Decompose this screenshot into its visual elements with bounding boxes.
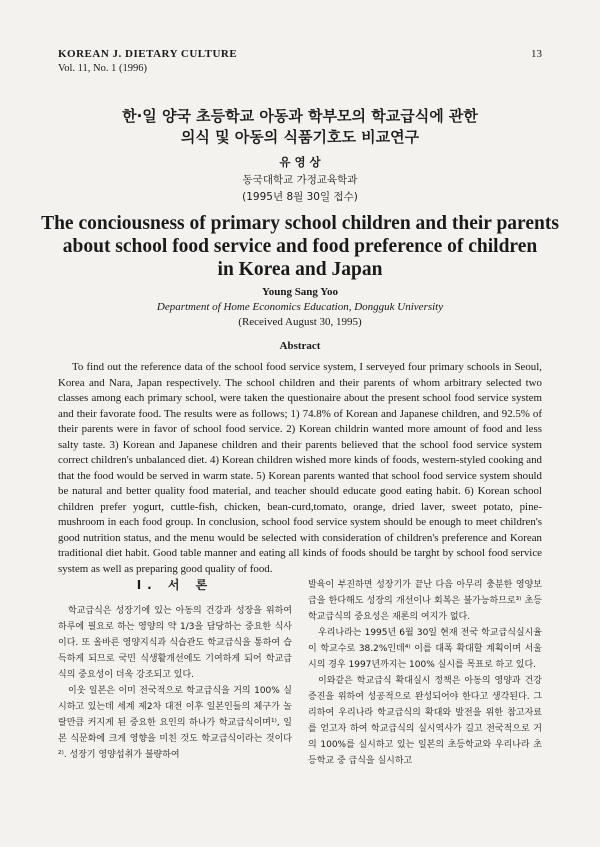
korean-title-line1: 한·일 양국 초등학교 아동과 학부모의 학교급식에 관한 <box>122 107 478 125</box>
body-paragraph: 우리나라는 1995년 6월 30일 현재 전국 학교급식실시율이 학교수로 38.2%인데⁴⁾ 이를 대폭 확대할 계획이며 서울시의 경우 1997년까지는 100% 실시를 목표로 하고 있다. <box>308 628 542 670</box>
english-title-line3: in Korea and Japan <box>217 259 383 280</box>
korean-received-date: (1995년 8월 30일 접수) <box>242 191 358 203</box>
body-column-left <box>58 577 292 763</box>
body-column-right <box>308 577 542 769</box>
journal-name: KOREAN J. DIETARY CULTURE <box>58 48 238 60</box>
body-paragraph: 이와같은 학교급식 확대실시 정책은 아동의 영양과 건강증진을 위하여 성공적으로 완성되어야 한다고 생각된다. 그리하여 우리나라 학교급식의 확대와 발전을 위한 참고자료를 얻고자 하여 학교급식의 실시역사가 길고 전국적으로 거의 100%를 실시하고 있는 일본의 초등학교와 우리나라 초등학교 중 급식을 실시하고 <box>308 676 542 766</box>
korean-title-line2: 의식 및 아동의 식품기호도 비교연구 <box>180 128 420 146</box>
section-heading-introduction: I. 서 론 <box>136 578 214 592</box>
english-author: Young Sang Yoo <box>261 286 338 298</box>
abstract-body <box>58 360 542 577</box>
english-received-date: (Received August 30, 1995) <box>238 316 362 328</box>
english-department: Department of Home Economics Education, Dongguk University <box>156 301 444 313</box>
body-paragraph: 발육이 부진하면 성장기가 끝난 다음 아무리 충분한 영양보급을 한다해도 성장의 개선이나 회복은 불가능하므로³⁾ 초등학교급식의 중요성은 재론의 여지가 없다. <box>308 580 542 622</box>
korean-author: 유 영 상 <box>279 155 321 169</box>
page-number: 13 <box>531 48 542 60</box>
korean-affiliation: 동국대학교 가정교육학과 <box>242 174 358 186</box>
english-title-line1: The conciousness of primary school children and their parents <box>41 213 559 234</box>
english-title-line2: about school food service and food preference of children <box>62 236 538 257</box>
body-paragraph: 학교급식은 성장기에 있는 아동의 건강과 성장을 위하여 하루에 필요로 하는 영양의 약 1/3을 담당하는 중요한 식사이다. 또 올바른 영양지식과 식습관도 학교급식을 통하여 습득하게 되므로 국민 식생활개선에도 기여하게 되어 학교급식의 중요성이 더욱 강조되고 있다. <box>58 606 292 680</box>
abstract-text: To find out the reference data of the school food service system, I serveyed four primary schools in Seoul, Korea and Nara, Japan respectively. The school children and their parents of whom arbitrary selected two classes among each primary school, were taken the questionaire about the present school food service system and their favorate food. The results were as follows; 1) 74.8% of Korean and Japanese children, and 92.5% of their parents were in favor of school food service. 2) Korean childrin wanted more amount of food and less salty taste. 3) Korean and Japanese children and their parents believed that the school food service system correct children's unbalanced diet. 4) Korean children wished more kinds of foods, western-styled cooking and that the food would be served in warm state. 5) Korean parents wanted that school food service system should be natural and better quality food material, and teacher should educate good eating habit. 6) Korean school children prefer yogurt, cuttle-fish, chicken, bean-curd,tomato, orange, dried laver, sweet potato, pine-mushroom in each food group. In conclusion, school food service system should be enough to meet children's good nutrition status, and the menu would be selected with consideration of children's preference and Korean traditional diet habit. Good table manner and eating all kinds of foods should be targht by school food service system as well as preparing good quality of food. <box>58 361 542 575</box>
body-paragraph: 이웃 일본은 이미 전국적으로 학교급식을 거의 100% 실시하고 있는데 세계 제2차 대전 이후 일본인들의 체구가 놀랄만큼 커지게 된 중요한 요인의 하나가 학교급식이며¹⁾, 일본 식문화에 크게 영향을 미친 것도 학교급식이라는 것이다²⁾. 성장기 영양섭취가 불량하여 <box>58 686 292 760</box>
journal-volume: Vol. 11, No. 1 (1996) <box>58 63 147 74</box>
abstract-heading: Abstract <box>279 340 321 352</box>
